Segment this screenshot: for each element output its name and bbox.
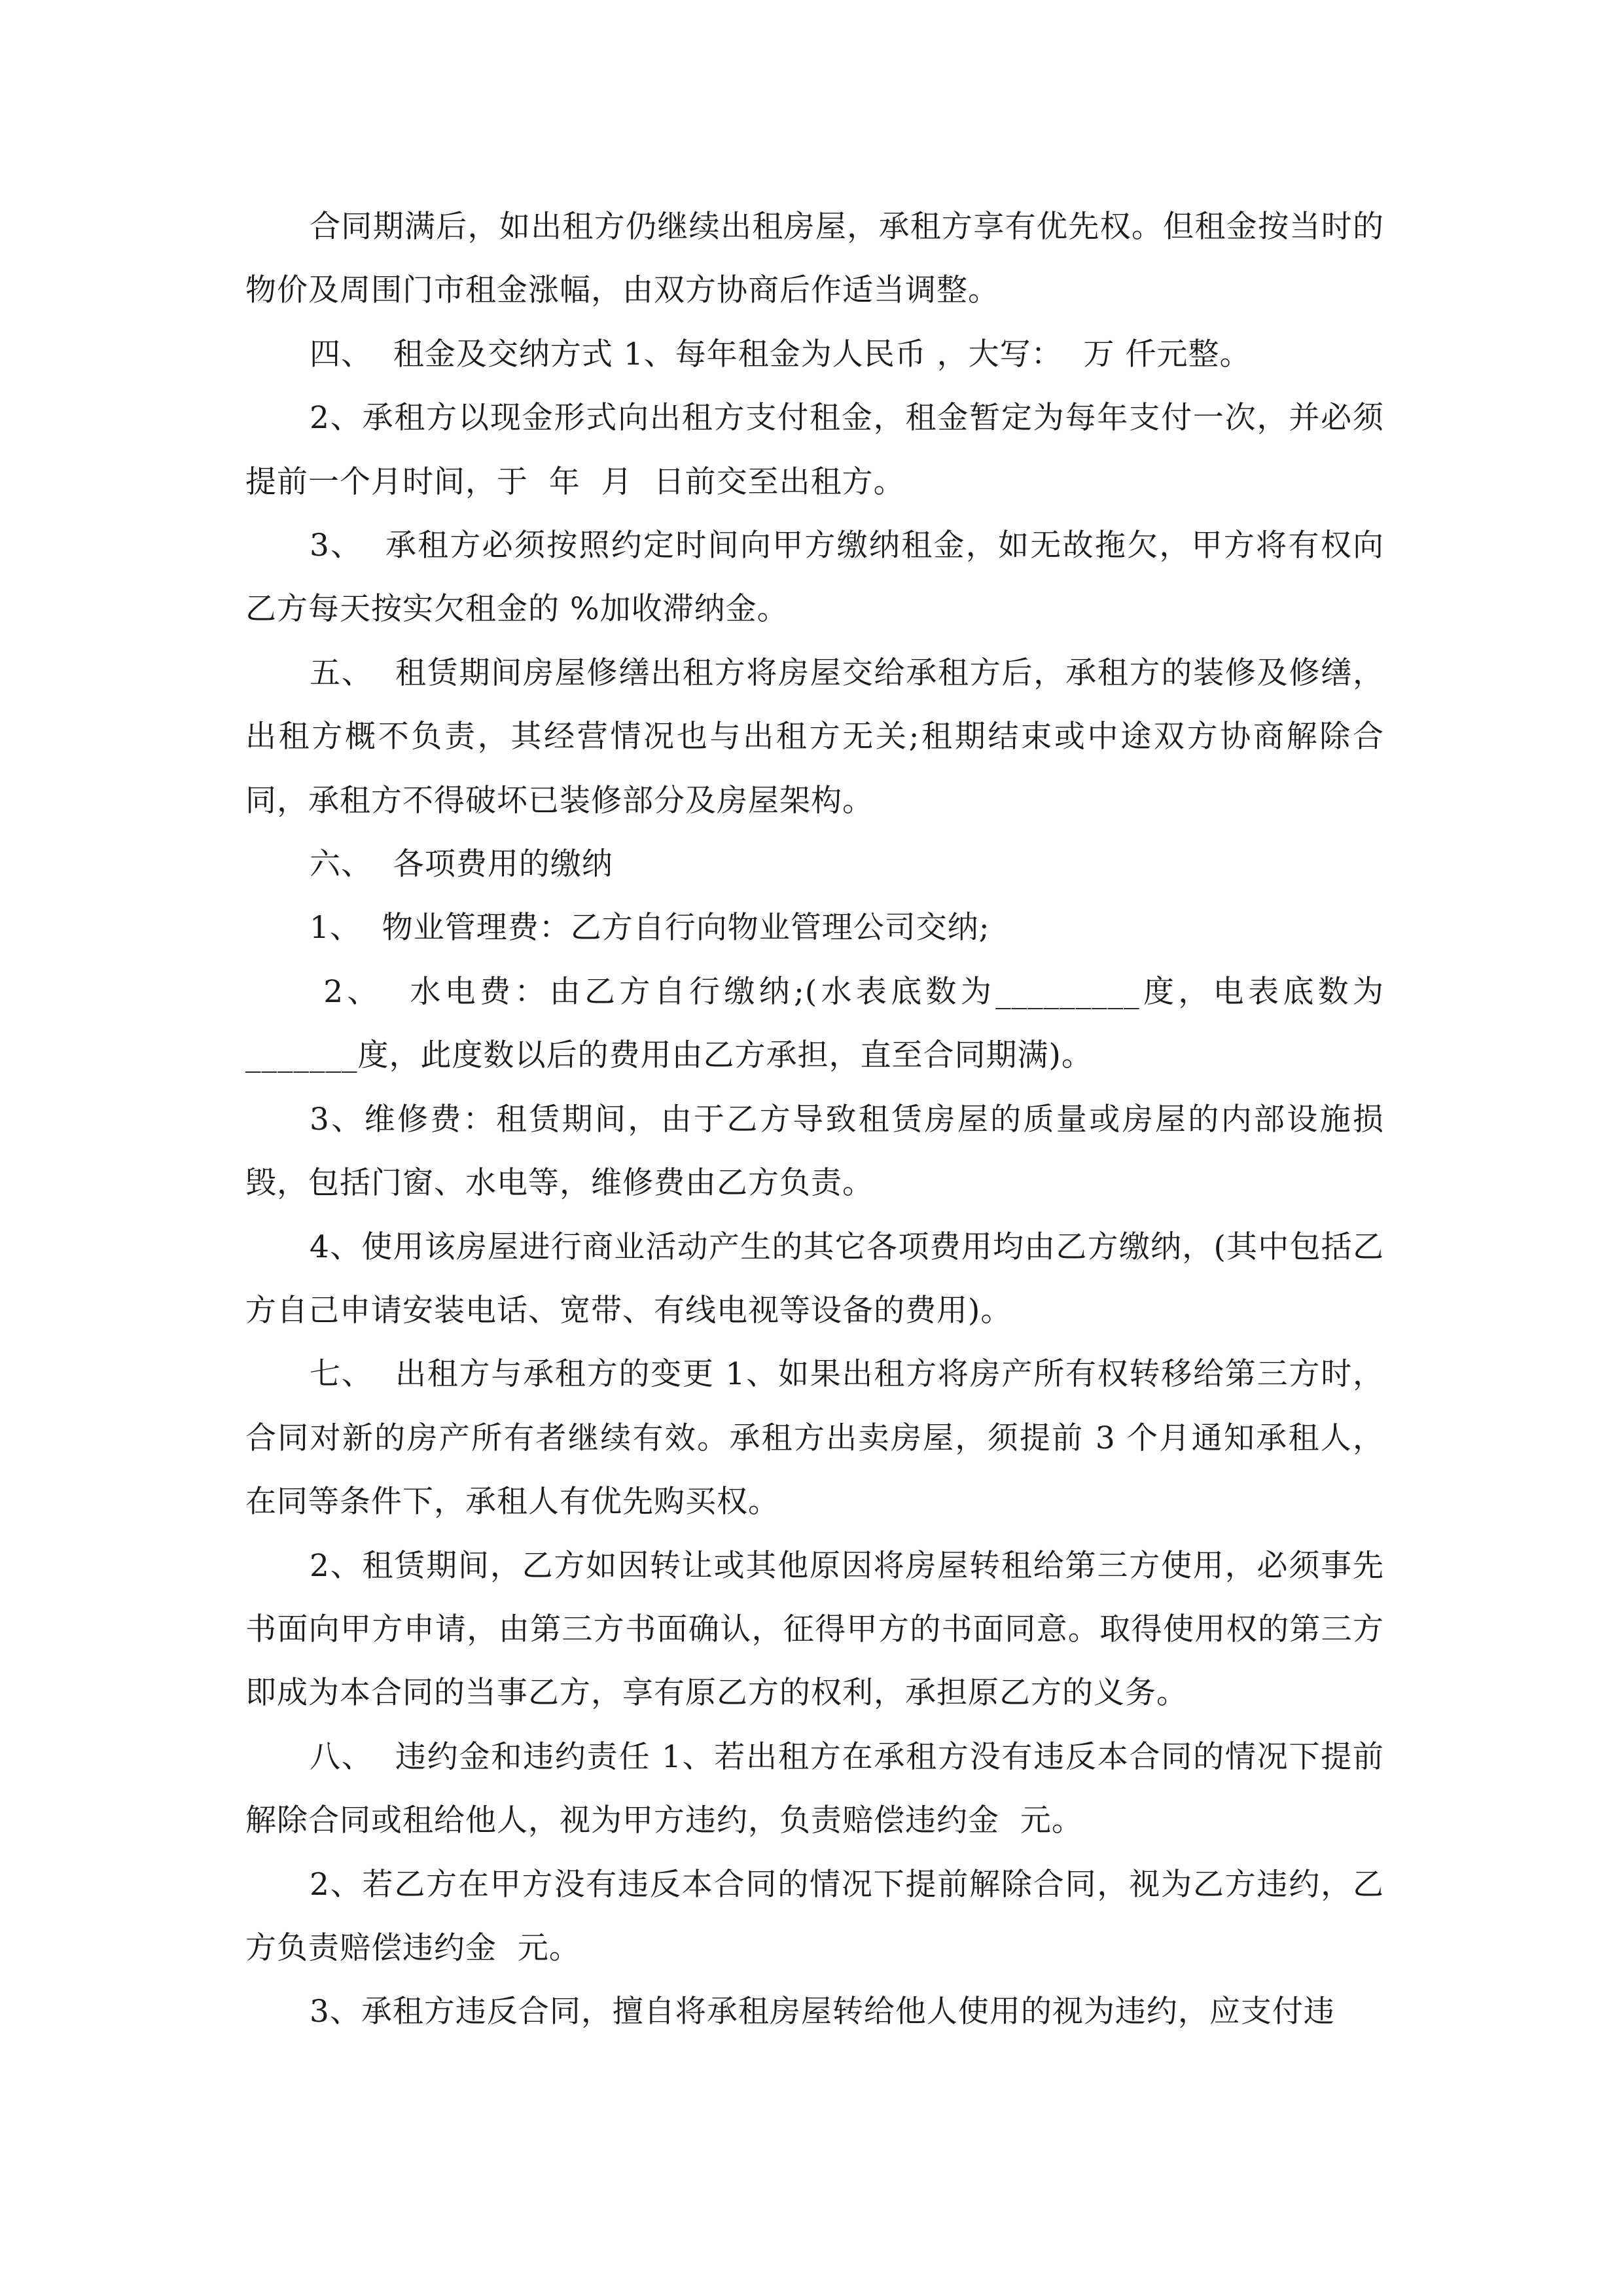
paragraph-section-7-changes: 七、 出租方与承租方的变更 1、如果出租方将房产所有权转移给第三方时，合同对新的房产所有者继续有效。承租方出卖房屋，须提前 3 个月通知承租人，在同等条件下，承租人有优先购买权。	[245, 1356, 1384, 1520]
contract-body	[245, 195, 1384, 2044]
paragraph-section-4-rent: 四、 租金及交纳方式 1、每年租金为人民币 ，大写： 万 仟元整。	[310, 336, 1251, 372]
paragraph-renewal-priority: 合同期满后，如出租方仍继续出租房屋，承租方享有优先权。但租金按当时的物价及周围门市租金涨幅，由双方协商后作适当调整。	[245, 209, 1384, 309]
paragraph-tenant-penalty: 2、若乙方在甲方没有违反本合同的情况下提前解除合同，视为乙方违约，乙方负责赔偿违约金 元。	[245, 1866, 1384, 1966]
paragraph-section-5-repairs: 五、 租赁期间房屋修缮出租方将房屋交给承租方后，承租方的装修及修缮，出租方概不负责，其经营情况也与出租方无关;租期结束或中途双方协商解除合同，承租方不得破坏已装修部分及房屋架构。	[245, 655, 1384, 819]
paragraph-utilities: 2、 水电费：由乙方自行缴纳;(水表底数为_________度，电表底数为_______度，此度数以后的费用由乙方承担，直至合同期满)。	[245, 973, 1384, 1074]
paragraph-unauthorized-transfer: 3、承租方违反合同，擅自将承租房屋转给他人使用的视为违约，应支付违	[310, 1994, 1335, 2030]
paragraph-sublease: 2、租赁期间，乙方如因转让或其他原因将房屋转租给第三方使用，必须事先书面向甲方申请，由第三方书面确认，征得甲方的书面同意。取得使用权的第三方即成为本合同的当事乙方，享有原乙方的权利，承担原乙方的义务。	[245, 1547, 1384, 1712]
paragraph-section-8-penalty: 八、 违约金和违约责任 1、若出租方在承租方没有违反本合同的情况下提前解除合同或租给他人，视为甲方违约，负责赔偿违约金 元。	[245, 1738, 1384, 1839]
paragraph-section-6-heading: 六、 各项费用的缴纳	[310, 846, 613, 883]
paragraph-late-fee: 3、 承租方必须按照约定时间向甲方缴纳租金，如无故拖欠，甲方将有权向乙方每天按实欠租金的 %加收滞纳金。	[245, 528, 1384, 628]
paragraph-maintenance: 3、维修费：租赁期间，由于乙方导致租赁房屋的质量或房屋的内部设施损毁，包括门窗、水电等，维修费由乙方负责。	[245, 1101, 1384, 1202]
paragraph-other-fees: 4、使用该房屋进行商业活动产生的其它各项费用均由乙方缴纳，(其中包括乙方自己申请安装电话、宽带、有线电视等设备的费用)。	[245, 1229, 1384, 1329]
paragraph-property-fee: 1、 物业管理费：乙方自行向物业管理公司交纳;	[310, 910, 990, 946]
paragraph-rent-payment: 2、承租方以现金形式向出租方支付租金，租金暂定为每年支付一次，并必须提前一个月时间，于 年 月 日前交至出租方。	[245, 400, 1384, 500]
